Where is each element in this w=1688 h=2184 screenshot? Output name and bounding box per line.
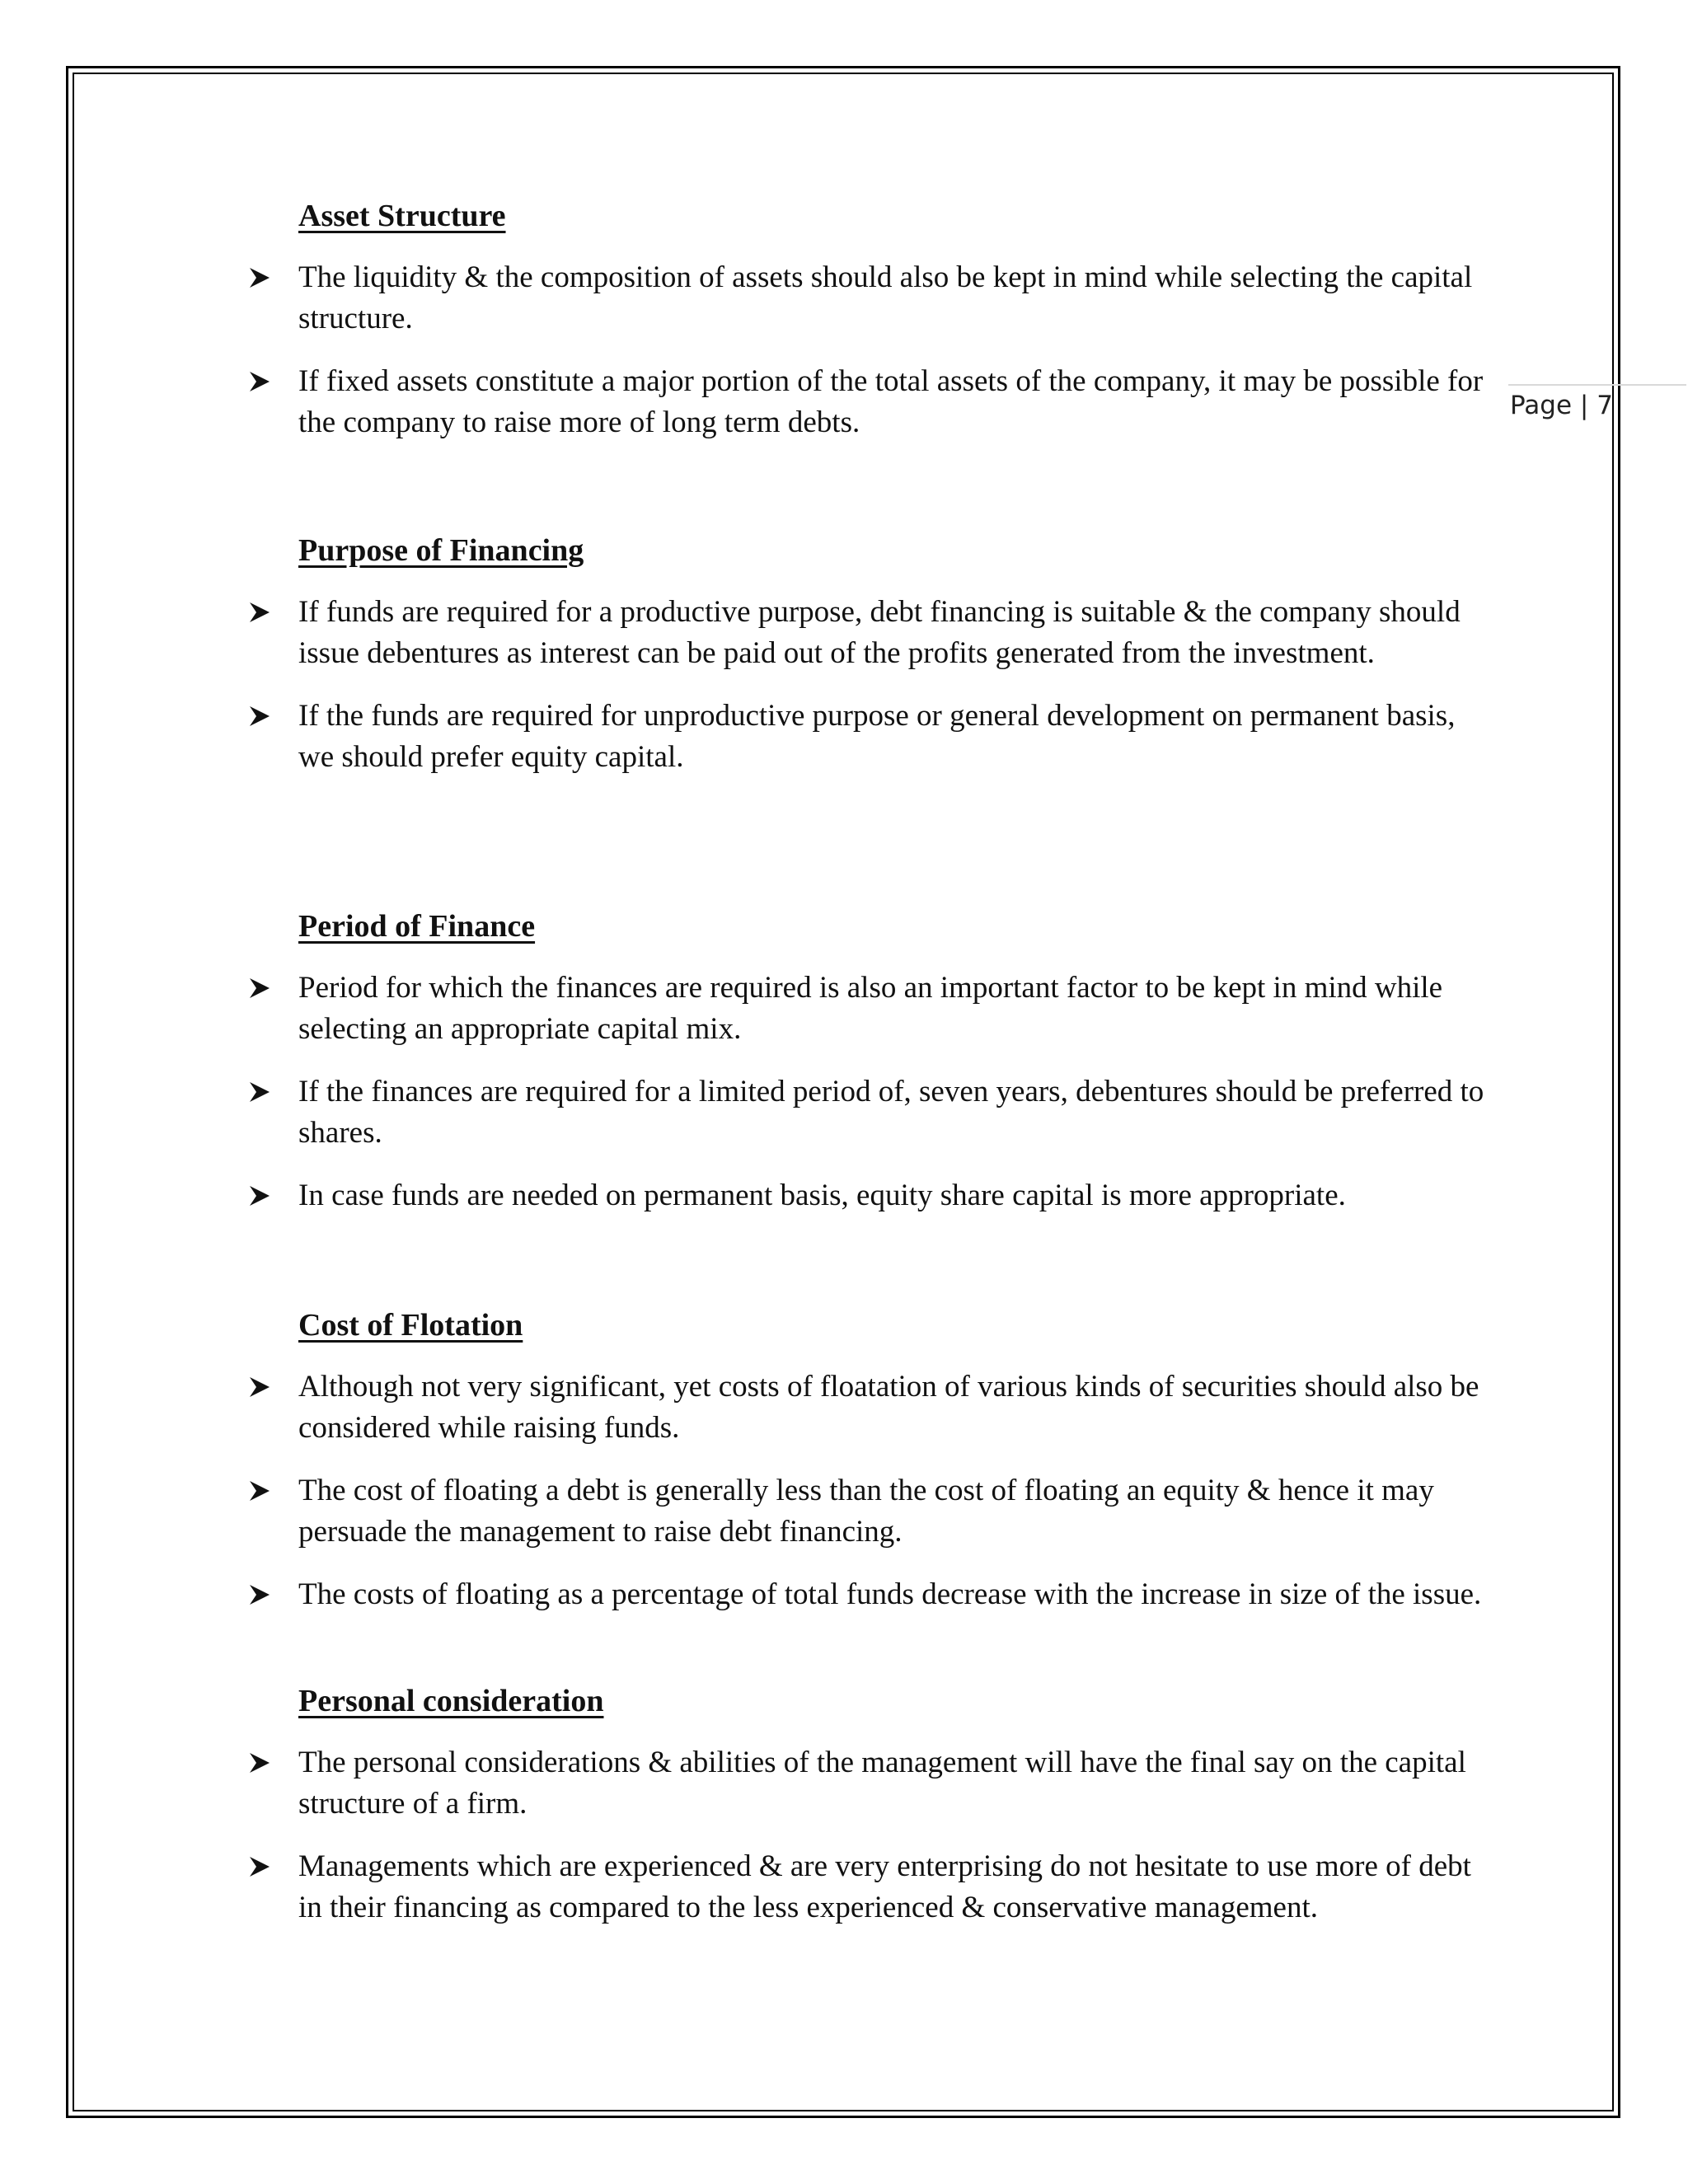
bullet-list bbox=[244, 1366, 1490, 1615]
page-number: Page | 7 bbox=[1510, 391, 1613, 420]
list-item bbox=[244, 1175, 1490, 1216]
bullet-list bbox=[244, 968, 1490, 1216]
list-item bbox=[244, 1366, 1490, 1449]
section-heading: Purpose of Financing bbox=[298, 533, 584, 568]
bullet-text: Although not very significant, yet costs of floatation of various kinds of securities should also be considered while raising funds. bbox=[298, 1370, 1479, 1445]
list-item bbox=[244, 1470, 1490, 1553]
section-period-of-finance bbox=[244, 907, 1490, 1216]
list-item bbox=[244, 361, 1490, 443]
list-item bbox=[244, 1574, 1490, 1615]
list-item bbox=[244, 1846, 1490, 1929]
bullet-text: If the funds are required for unproductive purpose or general development on permanent basis, we should prefer equity capital. bbox=[298, 699, 1456, 774]
section-heading: Cost of Flotation bbox=[298, 1308, 523, 1343]
bullet-text: If fixed assets constitute a major portion of the total assets of the company, it may be possible for the company to raise more of long term debts. bbox=[298, 364, 1484, 439]
bullet-list bbox=[244, 592, 1490, 778]
bullet-text: The cost of floating a debt is generally less than the cost of floating an equity & hence it may persuade the management to raise debt financing. bbox=[298, 1474, 1434, 1549]
arrow-bullet-icon bbox=[247, 968, 272, 1009]
section-purpose-of-financing bbox=[244, 531, 1490, 778]
bullet-list bbox=[244, 257, 1490, 443]
arrow-bullet-icon bbox=[247, 257, 272, 298]
arrow-bullet-icon bbox=[247, 1846, 272, 1887]
arrow-bullet-icon bbox=[247, 1574, 272, 1615]
page-number-rule bbox=[1508, 384, 1686, 386]
arrow-bullet-icon bbox=[247, 1071, 272, 1113]
bullet-text: Managements which are experienced & are very enterprising do not hesitate to use more of debt in their financing as compared to the less experienced & conservative management. bbox=[298, 1849, 1471, 1924]
bullet-text: If the finances are required for a limited period of, seven years, debentures should be preferred to shares. bbox=[298, 1075, 1484, 1150]
arrow-bullet-icon bbox=[247, 1366, 272, 1408]
list-item bbox=[244, 968, 1490, 1050]
arrow-bullet-icon bbox=[247, 1742, 272, 1783]
arrow-bullet-icon bbox=[247, 696, 272, 737]
arrow-bullet-icon bbox=[247, 361, 272, 402]
list-item bbox=[244, 1071, 1490, 1154]
bullet-text: If funds are required for a productive purpose, debt financing is suitable & the company should issue debentures as interest can be paid out of the profits generated from the investment. bbox=[298, 595, 1461, 670]
list-item bbox=[244, 1742, 1490, 1825]
section-cost-of-flotation bbox=[244, 1305, 1490, 1615]
bullet-text: Period for which the finances are required is also an important factor to be kept in mind while selecting an appropriate capital mix. bbox=[298, 971, 1443, 1046]
arrow-bullet-icon bbox=[247, 592, 272, 633]
list-item bbox=[244, 257, 1490, 340]
list-item bbox=[244, 592, 1490, 674]
bullet-text: The liquidity & the composition of assets should also be kept in mind while selecting the capital structure. bbox=[298, 260, 1473, 335]
bullet-text: The personal considerations & abilities of the management will have the final say on the capital structure of a firm. bbox=[298, 1746, 1466, 1821]
section-heading: Asset Structure bbox=[298, 199, 506, 233]
arrow-bullet-icon bbox=[247, 1175, 272, 1216]
section-heading: Personal consideration bbox=[298, 1684, 604, 1718]
bullet-text: In case funds are needed on permanent basis, equity share capital is more appropriate. bbox=[298, 1179, 1346, 1212]
section-heading: Period of Finance bbox=[298, 909, 536, 944]
list-item bbox=[244, 696, 1490, 778]
arrow-bullet-icon bbox=[247, 1470, 272, 1511]
bullet-text: The costs of floating as a percentage of total funds decrease with the increase in size of the issue. bbox=[298, 1577, 1482, 1611]
section-asset-structure bbox=[244, 196, 1490, 443]
section-personal-consideration bbox=[244, 1681, 1490, 1929]
bullet-list bbox=[244, 1742, 1490, 1929]
